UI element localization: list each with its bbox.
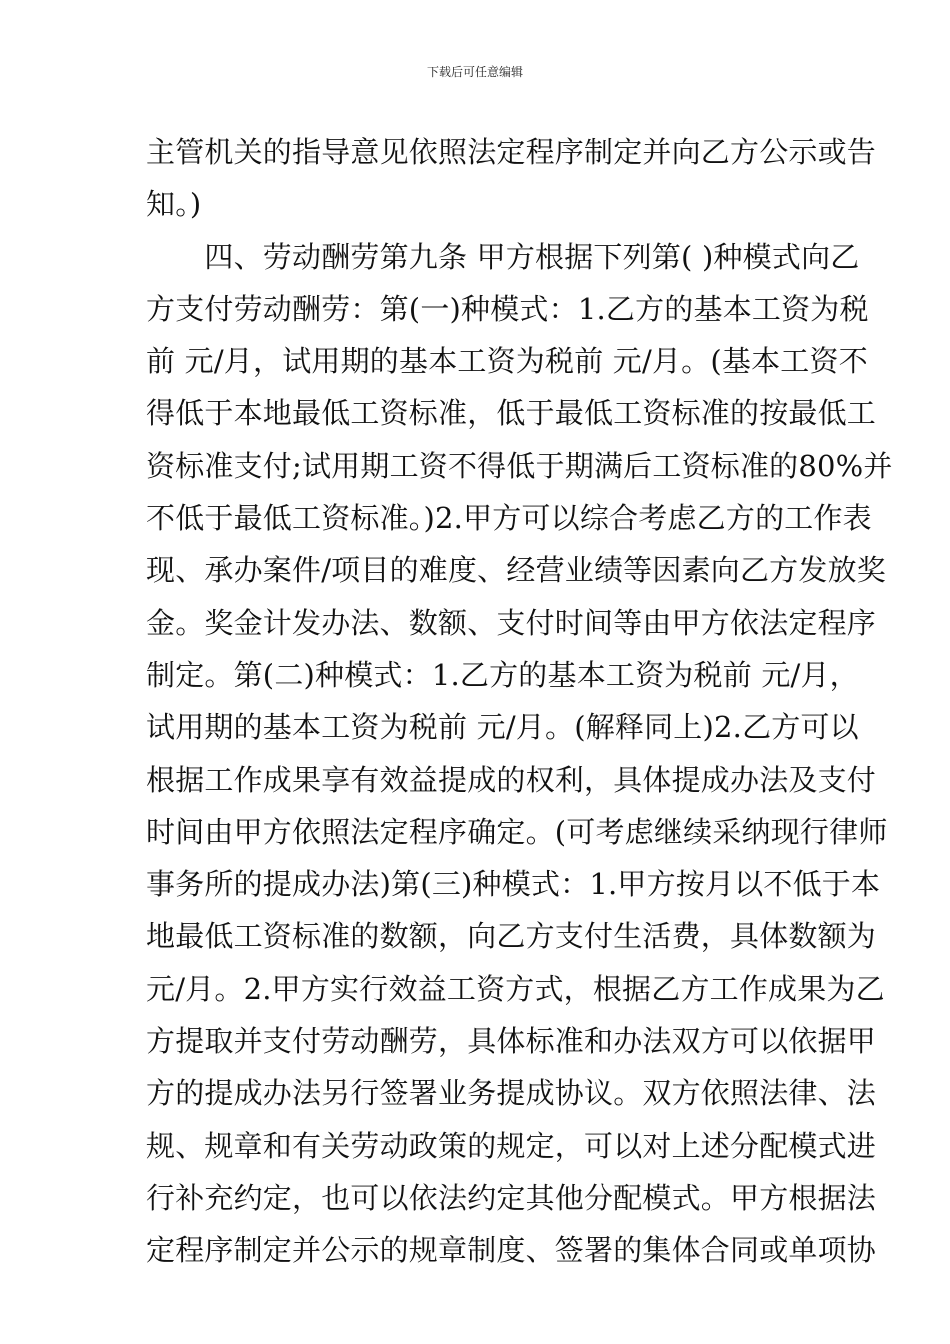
text-line: 现、承办案件/项目的难度、经营业绩等因素向乙方发放奖 bbox=[146, 553, 886, 588]
text-line: 定程序制定并公示的规章制度、签署的集体合同或单项协 bbox=[146, 1233, 877, 1268]
text-line: 地最低工资标准的数额，向乙方支付生活费，具体数额为 bbox=[146, 919, 877, 954]
text-line: 制定。第(二)种模式：1.乙方的基本工资为税前 元/月， bbox=[146, 657, 859, 692]
text-line: 元/月。2.甲方实行效益工资方式，根据乙方工作成果为乙 bbox=[146, 971, 885, 1006]
text-line: 时间由甲方依照法定程序确定。(可考虑继续采纳现行律师 bbox=[146, 814, 888, 849]
text-line: 资标准支付;试用期工资不得低于期满后工资标准的80%并 bbox=[146, 448, 893, 483]
text-line: 得低于本地最低工资标准，低于最低工资标准的按最低工 bbox=[146, 396, 877, 431]
text-line: 四、劳动酬劳第九条 甲方根据下列第( )种模式向乙 bbox=[146, 239, 860, 274]
text-line: 根据工作成果享有效益提成的权利，具体提成办法及支付 bbox=[146, 762, 877, 797]
text-line: 试用期的基本工资为税前 元/月。(解释同上)2.乙方可以 bbox=[146, 710, 859, 745]
text-line: 金。奖金计发办法、数额、支付时间等由甲方依法定程序 bbox=[146, 605, 877, 640]
text-line: 主管机关的指导意见依照法定程序制定并向乙方公示或告 bbox=[146, 135, 877, 169]
text-line: 方支付劳动酬劳：第(一)种模式：1.乙方的基本工资为税 bbox=[146, 291, 869, 326]
text-line: 方提取并支付劳动酬劳，具体标准和办法双方可以依据甲 bbox=[146, 1024, 877, 1059]
text-line: 规、规章和有关劳动政策的规定，可以对上述分配模式进 bbox=[146, 1128, 877, 1163]
text-line: 方的提成办法另行签署业务提成协议。双方依照法律、法 bbox=[146, 1076, 877, 1111]
page-header: 下载后可任意编辑 bbox=[426, 65, 523, 79]
text-line: 知。) bbox=[146, 187, 202, 222]
text-line: 不低于最低工资标准。)2.甲方可以综合考虑乙方的工作表 bbox=[146, 501, 872, 536]
text-line: 前 元/月，试用期的基本工资为税前 元/月。(基本工资不 bbox=[146, 344, 868, 379]
body-text bbox=[146, 126, 893, 1277]
text-line: 事务所的提成办法)第(三)种模式：1.甲方按月以不低于本 bbox=[146, 867, 881, 902]
text-line: 行补充约定，也可以依法约定其他分配模式。甲方根据法 bbox=[146, 1180, 877, 1215]
